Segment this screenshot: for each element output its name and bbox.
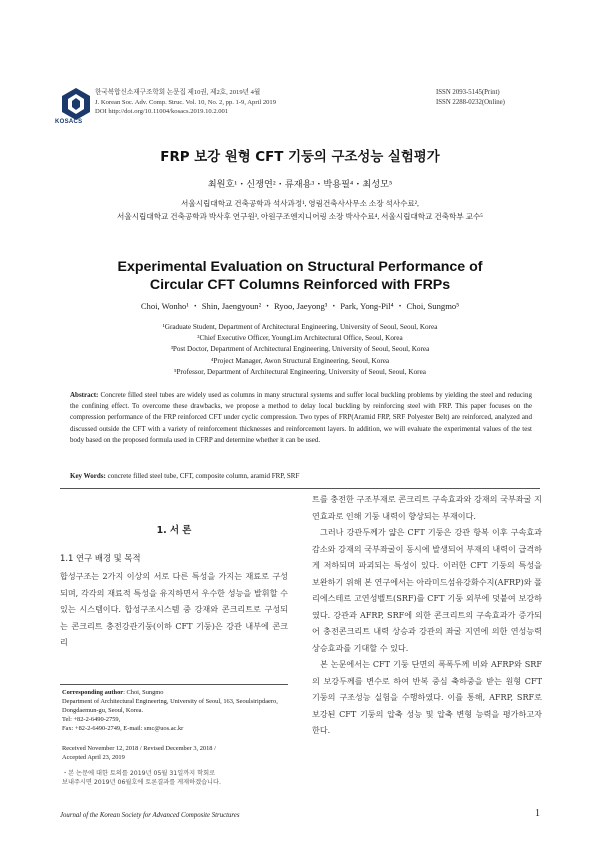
discussion-note [62, 770, 288, 787]
footer-journal: Journal of the Korean Society for Advanced Composite Structures [60, 812, 240, 819]
english-affil-line: ⁴Project Manager, Awon Structural Engineering, Seoul, Korea [210, 356, 390, 365]
page-number: 1 [535, 808, 540, 819]
section-title: 1. 서 론 [156, 525, 192, 536]
body-paragraph: 그러나 강관두께가 얇은 CFT 기둥은 강관 항복 이후 구속효과 감소와 강재의 국부좌굴이 동시에 발생되어 부재의 내력이 급격하게 저하되며 파괴되는 특성이 있다. 이러한 CFT 기둥의 특성을 보완하기 위해 본 연구에서는 아라미드섬유강화수지(AFRP)와 폴리에스테르 고연성벨트(SRF)를 CFT 기둥 외부에 덧붙여 보강하였다. 강관과 AFRP, SRF에 의한 콘크리트의 구속효과가 증가되어 충전콘크리트 내력 상승과 강관의 좌굴 지연에 의한 연성능력 상승효과를 기대할 수 있다. [312, 527, 542, 653]
dates-line: Received November 12, 2018 / Revised December 3, 2018 / [62, 745, 216, 752]
body-paragraph: 합성구조는 2가지 이상의 서로 다른 특성을 가지는 재료로 구성되며, 각각의 재료적 특성을 유지하면서 우수한 성능을 발휘할 수 있는 시스템이다. 합성구조시스템 중 강재와 콘크리트로 구성되는 콘크리트 충전강관기둥(이하 CFT 기둥)은 강관 내부에 콘크리 [60, 571, 288, 647]
corr-label: Corresponding author [62, 689, 124, 696]
corr-dept: Department of Architectural Engineering, University of Seoul, 163, Seoulsiripdaero, Dongdaemun-gu, Seoul, Korea. [62, 698, 278, 714]
korean-authors: 최원호¹・신쟁연²・류재용³・박용필⁴・최성모⁵ [207, 179, 393, 189]
corr-tel: Tel: +82-2-6490-2759, [62, 716, 121, 723]
keywords-label: Key Words: [70, 472, 106, 480]
journal-header [95, 88, 276, 117]
abstract [70, 390, 532, 446]
issn-block [436, 88, 505, 107]
note-line: 보내주시면 2019년 06월호에 토론결과를 게재하겠습니다. [62, 778, 221, 786]
english-authors: Choi, Wonho¹ ・ Shin, Jaengyoun² ・ Ryoo, Jaeyong³ ・ Park, Yong-Pil⁴ ・ Choi, Sungmo⁵ [140, 301, 460, 311]
abstract-label: Abstract: [70, 391, 99, 399]
submission-dates [62, 744, 288, 762]
body-paragraph: 본 논문에서는 CFT 기둥 단면의 폭폭두께 비와 AFRP와 SRF의 보강두께를 변수로 하여 반복 중심 축하중을 받는 원형 CFT 기둥의 구조성능 실험을 수행하였다. 이를 통해, AFRP, SRF로 보강된 CFT 기둥의 압축 성능 및 압축 변형 능력을 평가하고자 한다. [312, 659, 542, 735]
english-title-line: Circular CFT Columns Reinforced with FRPs [149, 277, 451, 293]
doi-link[interactable]: DOI http://doi.org/10.11004/kosacs.2019.10.2.001 [95, 108, 229, 115]
issn-online: ISSN 2288-0232(Online) [436, 98, 505, 106]
keywords-text: concrete filled steel tube, CFT, composite column, aramid FRP, SRF [105, 472, 300, 480]
journal-kr: 한국복합신소재구조학회 논문집 제10권, 제2호, 2019년 4월 [95, 89, 261, 96]
right-column [312, 491, 542, 739]
footnote-divider [60, 684, 288, 685]
divider [60, 488, 540, 489]
english-affiliations [0, 322, 600, 378]
kosacs-logo-icon [58, 86, 94, 122]
abstract-text: Concrete filled steel tubes are widely used as columns in many structural systems and suffer local buckling problems by yielding the steel and reducing the confining effect. To overcome these drawbacks, we propose a method to delay local buckling by reinforcing steel with FRP. This paper focuses on the compression performance of the FRP reinforced CFT under cyclic compression. Two types of FRP(Aramid FRP, SRF Polyester Belt) are reinforced, analyzed and discussed outside the CFT with a variety of reinforcement thicknesses and reinforcement layers. In addition, we will evaluate the experimental values of the test body based on the proposed formula used in CFRP and determine whether it can be used. [70, 391, 532, 444]
logo-text: KOSACS [55, 119, 83, 125]
issn-print: ISSN 2093-5145(Print) [436, 89, 500, 96]
english-title [0, 258, 600, 294]
corresponding-author [62, 688, 288, 733]
dates-line: Accepted April 23, 2019 [62, 754, 125, 761]
korean-affil-line: 서울시립대학교 건축공학과 석사과정¹, 영림건축사사무소 소장 석사수료², [181, 199, 419, 208]
keywords [70, 471, 532, 482]
body-paragraph: 트를 충전한 구조부재로 콘크리트 구속효과와 강재의 국부좌굴 지연효과로 인해 기둥 내력이 향상되는 부재이다. [312, 494, 542, 521]
subsection-title: 1.1 연구 배경 및 목적 [60, 553, 141, 563]
english-affil-line: ¹Graduate Student, Department of Architectural Engineering, University of Seoul, Seoul, Korea [162, 323, 438, 331]
english-affil-line: ³Post Doctor, Department of Architectural Engineering, University of Seoul, Seoul, Korea [170, 345, 430, 354]
note-line: ・본 논문에 대한 토의를 2019년 05월 31일까지 학회로 [62, 770, 216, 777]
journal-en: J. Korean Soc. Adv. Comp. Struc. Vol. 10, No. 2, pp. 1-9, April 2019 [95, 98, 277, 106]
korean-affiliations [30, 197, 570, 223]
korean-affil-line: 서울시립대학교 건축공학과 박사후 연구원³, 아원구조엔지니어링 소장 박사수료⁴, 서울시립대학교 건축학부 교수⁵ [117, 212, 483, 221]
english-title-line: Experimental Evaluation on Structural Performance of [117, 259, 483, 275]
english-affil-line: ⁵Professor, Department of Architectural Engineering, University of Seoul, Seoul, Korea [174, 367, 426, 376]
english-affil-line: ²Chief Executive Officer, YoungLim Architectural Office, Seoul, Korea [197, 334, 403, 343]
korean-title: FRP 보강 원형 CFT 기둥의 구조성능 실험평가 [160, 150, 440, 165]
corr-name: : Choi, Sungmo [123, 689, 164, 696]
corr-fax-email: Fax: +82-2-6490-2749, E-mail: smc@uos.ac.kr [62, 725, 184, 732]
